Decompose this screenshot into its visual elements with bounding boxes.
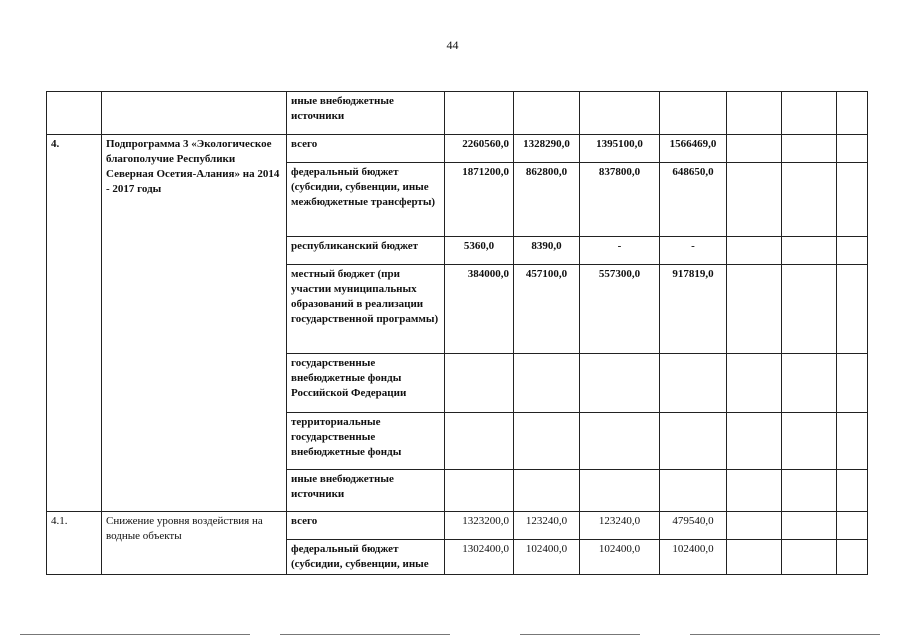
value-cell: 648650,0 [660, 163, 727, 237]
value-cell: 862800,0 [514, 163, 580, 237]
table-row [47, 512, 868, 540]
row-number-cell: 4.1. [47, 512, 102, 575]
empty-cell [837, 237, 868, 265]
empty-cell [837, 354, 868, 413]
value-cell [514, 470, 580, 512]
empty-cell [727, 163, 782, 237]
empty-cell [727, 540, 782, 575]
empty-cell [837, 92, 868, 135]
value-cell [660, 413, 727, 470]
page-number: 44 [446, 38, 459, 52]
program-cell: Подпрограмма 3 «Экологическое благополучие Республики Северная Осетия-Алания» на 2014 - 2017 годы [102, 135, 287, 512]
value-cell [445, 413, 514, 470]
value-cell: 917819,0 [660, 265, 727, 354]
funding-source-cell: местный бюджет (при участии муниципальных образований в реализации государственной программы) [287, 265, 445, 354]
empty-cell [837, 265, 868, 354]
empty-cell [782, 92, 837, 135]
empty-cell [727, 92, 782, 135]
value-cell: 457100,0 [514, 265, 580, 354]
value-cell [580, 92, 660, 135]
value-cell: 479540,0 [660, 512, 727, 540]
program-cell [102, 92, 287, 135]
value-cell: 102400,0 [660, 540, 727, 575]
empty-cell [837, 413, 868, 470]
value-cell: 8390,0 [514, 237, 580, 265]
value-cell: 1323200,0 [445, 512, 514, 540]
funding-source-cell: федеральный бюджет (субсидии, субвенции, иные межбюджетные трансферты) [287, 163, 445, 237]
value-cell: 2260560,0 [445, 135, 514, 163]
scan-footer-line [280, 634, 450, 635]
value-cell [445, 354, 514, 413]
funding-source-cell: иные внебюджетные источники [287, 470, 445, 512]
value-cell: 102400,0 [514, 540, 580, 575]
value-cell: 123240,0 [514, 512, 580, 540]
value-cell: 102400,0 [580, 540, 660, 575]
empty-cell [782, 512, 837, 540]
value-cell: 1871200,0 [445, 163, 514, 237]
empty-cell [782, 237, 837, 265]
funding-source-cell: иные внебюджетные источники [287, 92, 445, 135]
empty-cell [782, 265, 837, 354]
funding-source-cell: всего [287, 512, 445, 540]
value-cell: 123240,0 [580, 512, 660, 540]
row-number-cell: 4. [47, 135, 102, 512]
value-cell: 1328290,0 [514, 135, 580, 163]
empty-cell [837, 163, 868, 237]
empty-cell [837, 512, 868, 540]
value-cell: 557300,0 [580, 265, 660, 354]
empty-cell [727, 354, 782, 413]
empty-cell [727, 413, 782, 470]
funding-source-cell: всего [287, 135, 445, 163]
funding-source-cell: территориальные государственные внебюджетные фонды [287, 413, 445, 470]
value-cell [514, 92, 580, 135]
value-cell: 5360,0 [445, 237, 514, 265]
value-cell [660, 470, 727, 512]
value-cell: - [660, 237, 727, 265]
value-cell [580, 413, 660, 470]
empty-cell [782, 163, 837, 237]
value-cell [514, 354, 580, 413]
empty-cell [782, 540, 837, 575]
empty-cell [837, 470, 868, 512]
value-cell: 384000,0 [445, 265, 514, 354]
empty-cell [727, 135, 782, 163]
row-number-cell [47, 92, 102, 135]
value-cell [580, 354, 660, 413]
empty-cell [782, 135, 837, 163]
value-cell [514, 413, 580, 470]
value-cell: - [580, 237, 660, 265]
scan-footer-line [20, 634, 250, 635]
value-cell [660, 354, 727, 413]
budget-table [46, 91, 868, 575]
funding-source-cell: государственные внебюджетные фонды Российской Федерации [287, 354, 445, 413]
value-cell: 1566469,0 [660, 135, 727, 163]
value-cell [445, 470, 514, 512]
value-cell [660, 92, 727, 135]
value-cell: 1302400,0 [445, 540, 514, 575]
scan-footer-line [520, 634, 640, 635]
empty-cell [782, 354, 837, 413]
program-cell: Снижение уровня воздействия на водные объекты [102, 512, 287, 575]
empty-cell [727, 237, 782, 265]
funding-source-cell: федеральный бюджет (субсидии, субвенции, иные [287, 540, 445, 575]
table-row [47, 135, 868, 163]
empty-cell [727, 512, 782, 540]
empty-cell [837, 540, 868, 575]
value-cell: 1395100,0 [580, 135, 660, 163]
value-cell: 837800,0 [580, 163, 660, 237]
empty-cell [727, 265, 782, 354]
value-cell [445, 92, 514, 135]
funding-source-cell: республиканский бюджет [287, 237, 445, 265]
empty-cell [837, 135, 868, 163]
empty-cell [727, 470, 782, 512]
value-cell [580, 470, 660, 512]
empty-cell [782, 470, 837, 512]
empty-cell [782, 413, 837, 470]
table-row [47, 92, 868, 135]
scan-footer-line [690, 634, 880, 635]
